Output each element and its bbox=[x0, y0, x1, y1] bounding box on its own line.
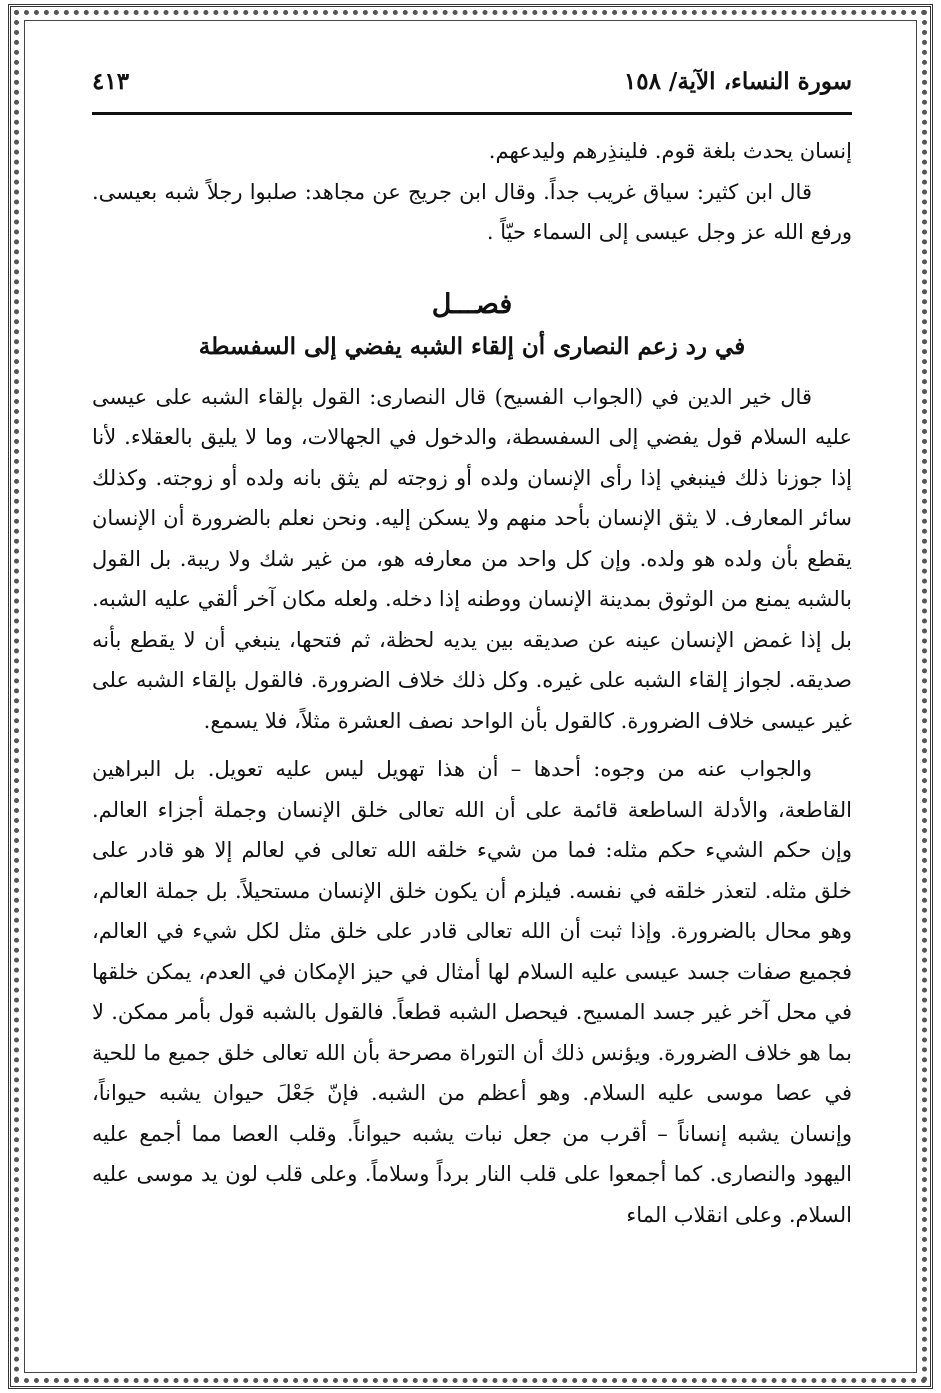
paragraph-body-1: قال خير الدين في (الجواب الفسيح) قال النصارى: القول بإلقاء الشبه على عيسى عليه السلام قول يفضي إلى السفسطة، والدخول في الجهالات، وما لا يليق بالعقلاء. لأنا إذا جوزنا ذلك فينبغي إذا رأى الإنسان ولده أو زوجته لم يثق بانه ولده أو زوجته. وكذلك سائر المعارف. لا يثق الإنسان بأحد منهم ولا يسكن إليه. ونحن نعلم بالضرورة أن الإنسان يقطع بأن ولده هو ولده. وإن كل واحد من معارفه هو، من غير شك ولا ريبة. بل القول بالشبه يمنع من الوثوق بمدينة الإنسان ووطنه إذا دخله. ولعله مكان آخر ألقي عليه الشبه. بل إذا غمض الإنسان عينه عن صديقه بين يديه لحظة، ثم فتحها، ينبغي أن لا يقطع بأنه صديقه. لجواز إلقاء الشبه على غيره. وكل ذلك خلاف الضرورة. فالقول بإلقاء الشبه على غير عيسى خلاف الضرورة. كالقول بأن الواحد نصف العشرة مثلاً، فلا يسمع. bbox=[92, 384, 853, 733]
paragraph-body-2: والجواب عنه من وجوه: أحدها – أن هذا تهويل ليس عليه تعويل. بل البراهين القاطعة، والأدلة الساطعة قائمة على أن الله تعالى خلق الإنسان وجملة أجزاء العالم. وإن حكم الشيء حكم مثله: فما من شيء خلقه الله تعالى في لعالم إلا هو قادر على خلق مثله. لتعذر خلقه في نفسه. فيلزم أن يكون خلق الإنسان مستحيلاً. بل جملة العالم، وهو محال بالضرورة. وإذا ثبت أن الله تعالى قادر على خلق مثل لكل شيء في العالم، فجميع صفات جسد عيسى عليه السلام لها أمثال في حيز الإمكان في العدم، يمكن خلقها في محل آخر غير جسد المسيح. فيحصل الشبه قطعاً. فالقول بالشبه قول بأمر ممكن. لا بما هو خلاف الضرورة. ويؤنس ذلك أن التوراة مصرحة بأن الله تعالى خلق جميع ما للحية في عصا موسى عليه السلام. وهو أعظم من الشبه. فإنّ جَعْلَ حيوان يشبه حيواناً، وإنسان يشبه إنساناً – أقرب من جعل نبات يشبه حيواناً. وقلب العصا مما أجمع عليه اليهود والنصارى. كما أجمعوا على قلب النار برداً وسلاماً. وعلى قلب لون يد موسى عليه السلام. وعلى انقلاب الماء bbox=[92, 757, 852, 1227]
header-surah-ayah: سورة النساء، الآية/ ١٥٨ bbox=[623, 68, 852, 95]
running-header bbox=[92, 62, 852, 115]
page-content bbox=[92, 62, 852, 1235]
page-number: ٤١٣ bbox=[92, 68, 130, 95]
section-heading: فصـــل bbox=[431, 288, 513, 320]
section-subheading: في رد زعم النصارى أن إلقاء الشبه يفضي إلى السفسطة bbox=[198, 332, 746, 360]
paragraph-top-1: إنسان يحدث بلغة قوم. فلينذِرهم وليدعهم. bbox=[488, 139, 852, 163]
paragraph-top-2: قال ابن كثير: سياق غريب جداً. وقال ابن جريج عن مجاهد: صلبوا رجلاً شبه بعيسى. ورفع الله عز وجل عيسى إلى السماء حيّاً . bbox=[92, 179, 852, 244]
